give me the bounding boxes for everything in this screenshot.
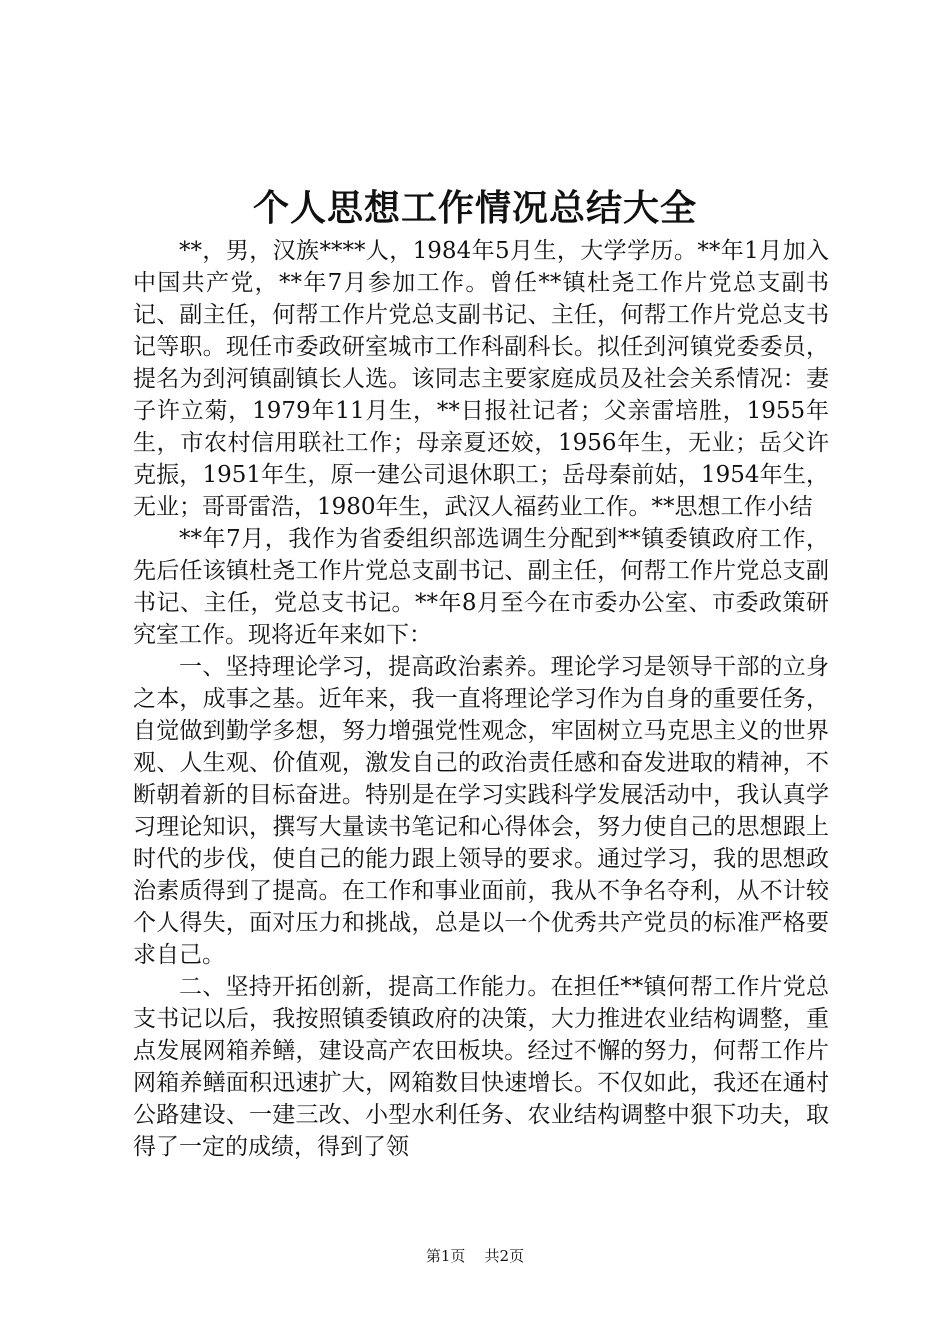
paragraph-theory-study: 一、坚持理论学习，提高政治素养。理论学习是领导干部的立身之本，成事之基。近年来，我一直将理论学习作为自身的重要任务，自觉做到勤学多想，努力增强党性观念，牢固树立马克思主义的世界观、人生观、价值观，激发自己的政治责任感和奋发进取的精神，不断朝着新的目标奋进。特别是在学习实践科学发展活动中，我认真学习理论知识，撰写大量读书笔记和心得体会，努力使自己的思想跟上时代的步伐，使自己的能力跟上领导的要求。通过学习，我的思想政治素质得到了提高。在工作和事业面前，我从不争名夺利，从不计较个人得失，面对压力和挑战，总是以一个优秀共产党员的标准严格要求自己。 xyxy=(133,654,829,968)
footer-gap xyxy=(470,1247,480,1265)
paragraph-innovation: 二、坚持开拓创新，提高工作能力。在担任**镇何帮工作片党总支书记以后，我按照镇委镇政府的决策，大力推进农业结构调整，重点发展网箱养鳝，建设高产农田板块。经过不懈的努力，何帮工作片网箱养鳝面积迅速扩大，网箱数目快速增长。不仅如此，我还在通村公路建设、一建三改、小型水利任务、农业结构调整中狠下功夫，取得了一定的成绩，得到了领 xyxy=(133,974,829,1160)
paragraph-intro: **年7月，我作为省委组织部选调生分配到**镇委镇政府工作，先后任该镇杜尧工作片党总支副书记、副主任，何帮工作片党总支副书记、主任，党总支书记。**年8月至今在市委办公室、市委政策研究室工作。现将近年来如下： xyxy=(133,526,829,648)
paragraph-profile: **，男，汉族****人，1984年5月生，大学学历。**年1月加入中国共产党，**年7月参加工作。曾任**镇杜尧工作片党总支副书记、副主任，何帮工作片党总支副书记、主任，何帮工作片党总支书记等职。现任市委政研室城市工作科副科长。拟任刭河镇党委委员，提名为刭河镇副镇长人选。该同志主要家庭成员及社会关系情况：妻子许立菊，1979年11月生，**日报社记者；父亲雷培胜，1955年生，市农村信用联社工作；母亲夏还姣，1956年生，无业；岳父许克振，1951年生，原一建公司退休职工；岳母秦前姑，1954年生，无业；哥哥雷浩，1980年生，武汉人福药业工作。**思想工作小结 xyxy=(133,238,829,520)
page-number-current: 第1页 xyxy=(425,1247,466,1265)
page-footer xyxy=(0,1246,950,1266)
page-number-total: 共2页 xyxy=(484,1247,525,1265)
document-title: 个人思想工作情况总结大全 xyxy=(252,187,697,229)
document-body xyxy=(133,235,829,1163)
